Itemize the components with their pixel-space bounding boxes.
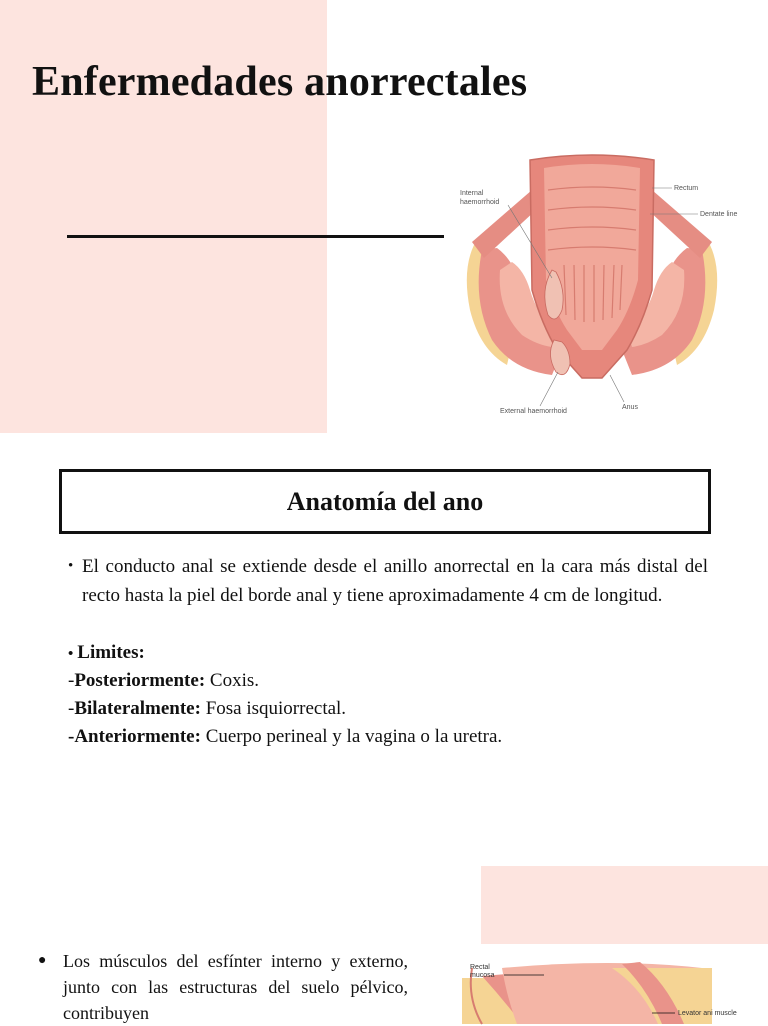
label-anus: Anus [622,404,638,411]
limit-value: Coxis. [205,670,260,691]
limit-label: Anteriormente: [74,726,201,747]
limits-label: Limites: [77,642,145,663]
page-title: Enfermedades anorrectales [32,59,528,105]
bullet-marker: • [68,558,74,574]
label-internal: Internal [460,190,484,197]
limit-label: Bilateralmente: [74,698,201,719]
limit-label: Posteriormente: [74,670,206,691]
anal-canal-anatomy-illustration [452,150,738,425]
label-rectal: Rectal [470,964,490,971]
limit-value: Fosa isquiorrectal. [200,698,347,719]
bullet-text: Los músculos del esfínter interno y externo, junto con las estructuras del suelo pélvico, contribuyen [63,951,408,1023]
label-external-haemorrhoid: External haemorrhoid [500,408,567,415]
limit-posterior: -Posteriormente: Coxis. [68,670,260,691]
limit-value: Cuerpo perineal y la vagina o la uretra. [200,726,503,747]
limit-anterior: -Anteriormente: Cuerpo perineal y la vagina o la uretra. [68,726,503,747]
bullet-item-anatomy [68,552,708,610]
pink-accent-panel [481,866,768,944]
bullet-marker: • [68,646,74,662]
limit-bilateral: -Bilateralmente: Fosa isquiorrectal. [68,698,347,719]
section-heading: Anatomía del ano [286,486,484,516]
section-heading-box [59,469,711,534]
label-dentate-line: Dentate line [700,211,738,218]
label-mucosa: mucosa [470,972,495,979]
label-rectum: Rectum [674,185,699,192]
label-levator-ani-muscle: Levator ani muscle [678,1010,737,1017]
sphincter-muscle-illustration [462,958,768,1024]
right-levator [648,190,712,258]
title-underline-divider [67,235,444,238]
bullet-marker: ● [38,953,47,968]
label-haemorrhoid: haemorrhoid [460,199,500,206]
bullet-text: El conducto anal se extiende desde el anillo anorrectal en la cara más distal del recto hasta la piel del borde anal y tiene aproximadamente 4 cm de longitud. [82,556,708,606]
bullet-item-limits [68,638,145,669]
bullet-item-muscles [38,948,408,1026]
